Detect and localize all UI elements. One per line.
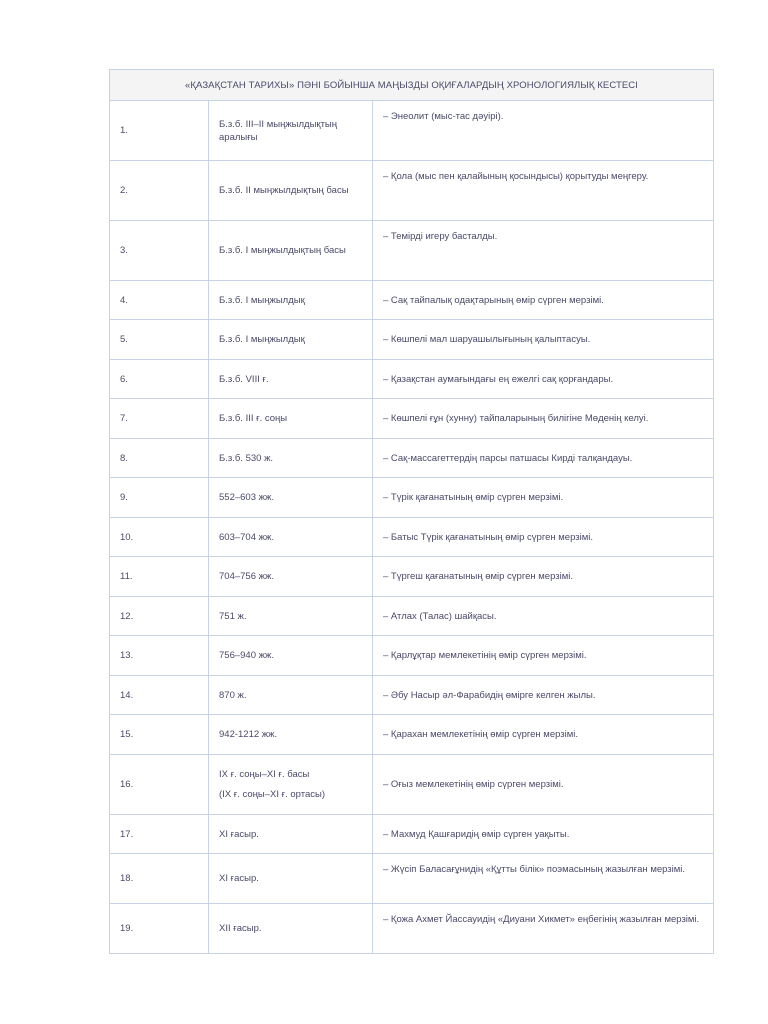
row-number: 2. bbox=[110, 161, 209, 221]
row-event: – Түргеш қағанатының өмір сүрген мерзімі. bbox=[373, 557, 714, 597]
row-event: – Энеолит (мыс-тас дәуірі). bbox=[373, 101, 714, 161]
table-row bbox=[110, 399, 714, 439]
row-date: Б.з.б. I мыңжылдықтың басы bbox=[209, 221, 373, 281]
row-number: 8. bbox=[110, 439, 209, 478]
table-row bbox=[110, 161, 714, 221]
row-number: 13. bbox=[110, 636, 209, 676]
row-number: 18. bbox=[110, 854, 209, 904]
row-event: – Қола (мыс пен қалайының қосындысы) қорытуды меңгеру. bbox=[373, 161, 714, 221]
row-event: – Қарахан мемлекетінің өмір сүрген мерзімі. bbox=[373, 715, 714, 755]
row-date: Б.з.б. 530 ж. bbox=[209, 439, 373, 478]
row-date: Б.з.б. III–II мыңжылдықтың аралығы bbox=[209, 101, 373, 161]
table-row bbox=[110, 439, 714, 478]
row-date-secondary: (IX ғ. соңы–XI ғ. ортасы) bbox=[219, 789, 326, 800]
row-number: 17. bbox=[110, 815, 209, 854]
row-number: 11. bbox=[110, 557, 209, 597]
row-date: XII ғасыр. bbox=[209, 904, 373, 954]
row-event: – Көшпелі ғұн (хунну) тайпаларының билігіне Мөденің келуі. bbox=[373, 399, 714, 439]
row-event: – Сақ тайпалық одақтарының өмір сүрген мерзімі. bbox=[373, 281, 714, 320]
row-date: 603–704 жж. bbox=[209, 518, 373, 557]
row-date: 942-1212 жж. bbox=[209, 715, 373, 755]
row-number: 5. bbox=[110, 320, 209, 360]
table-row bbox=[110, 676, 714, 715]
row-event: – Қарлұқтар мемлекетінің өмір сүрген мерзімі. bbox=[373, 636, 714, 676]
table-row bbox=[110, 518, 714, 557]
row-date: 552–603 жж. bbox=[209, 478, 373, 518]
row-event: – Сақ-массагеттердің парсы патшасы Кирді талқандауы. bbox=[373, 439, 714, 478]
row-date: Б.з.б. I мыңжылдық bbox=[209, 281, 373, 320]
row-date: Б.з.б. II мыңжылдықтың басы bbox=[209, 161, 373, 221]
row-number: 7. bbox=[110, 399, 209, 439]
table-row bbox=[110, 755, 714, 815]
table-row bbox=[110, 854, 714, 904]
table-row bbox=[110, 597, 714, 636]
row-date: XI ғасыр. bbox=[209, 854, 373, 904]
table-row bbox=[110, 320, 714, 360]
row-date: 756–940 жж. bbox=[209, 636, 373, 676]
row-event: – Қожа Ахмет Йассауидің «Диуани Хикмет» еңбегінің жазылған мерзімі. bbox=[373, 904, 714, 954]
table-row bbox=[110, 815, 714, 854]
row-number: 15. bbox=[110, 715, 209, 755]
table-row bbox=[110, 478, 714, 518]
table-row bbox=[110, 904, 714, 954]
row-date: Б.з.б. I мыңжылдық bbox=[209, 320, 373, 360]
row-date: 751 ж. bbox=[209, 597, 373, 636]
row-number: 12. bbox=[110, 597, 209, 636]
row-event: – Әбу Насыр әл-Фарабидің өмірге келген жылы. bbox=[373, 676, 714, 715]
row-event: – Оғыз мемлекетінің өмір сүрген мерзімі. bbox=[373, 755, 714, 815]
table-row bbox=[110, 101, 714, 161]
row-number: 16. bbox=[110, 755, 209, 815]
row-date: Б.з.б. III ғ. соңы bbox=[209, 399, 373, 439]
row-number: 4. bbox=[110, 281, 209, 320]
table-row bbox=[110, 221, 714, 281]
row-date: 704–756 жж. bbox=[209, 557, 373, 597]
table-title: «ҚАЗАҚСТАН ТАРИХЫ» ПӘНІ БОЙЫНША МАҢЫЗДЫ ОҚИҒАЛАРДЫҢ ХРОНОЛОГИЯЛЫҚ КЕСТЕСІ bbox=[110, 70, 714, 101]
row-event: – Түрік қағанатының өмір сүрген мерзімі. bbox=[373, 478, 714, 518]
row-number: 9. bbox=[110, 478, 209, 518]
table-row bbox=[110, 360, 714, 399]
row-event: – Атлах (Талас) шайқасы. bbox=[373, 597, 714, 636]
row-number: 6. bbox=[110, 360, 209, 399]
row-date bbox=[209, 755, 373, 815]
row-date: 870 ж. bbox=[209, 676, 373, 715]
row-number: 3. bbox=[110, 221, 209, 281]
table-row bbox=[110, 636, 714, 676]
table-row bbox=[110, 715, 714, 755]
row-event: – Батыс Түрік қағанатының өмір сүрген мерзімі. bbox=[373, 518, 714, 557]
row-event: – Жүсіп Баласағұнидің «Құтты білік» поэмасының жазылған мерзімі. bbox=[373, 854, 714, 904]
row-number: 19. bbox=[110, 904, 209, 954]
table-row bbox=[110, 557, 714, 597]
row-number: 10. bbox=[110, 518, 209, 557]
table-row bbox=[110, 281, 714, 320]
row-number: 1. bbox=[110, 101, 209, 161]
row-date: XI ғасыр. bbox=[209, 815, 373, 854]
row-number: 14. bbox=[110, 676, 209, 715]
row-date: Б.з.б. VIII ғ. bbox=[209, 360, 373, 399]
row-event: – Махмуд Қашғаридің өмір сүрген уақыты. bbox=[373, 815, 714, 854]
row-date-primary: IX ғ. соңы–XI ғ. басы bbox=[219, 769, 310, 780]
row-event: – Темірді игеру басталды. bbox=[373, 221, 714, 281]
row-event: – Көшпелі мал шаруашылығының қалыптасуы. bbox=[373, 320, 714, 360]
row-event: – Қазақстан аумағындағы ең ежелгі сақ қорғандары. bbox=[373, 360, 714, 399]
chronology-table bbox=[109, 69, 714, 954]
